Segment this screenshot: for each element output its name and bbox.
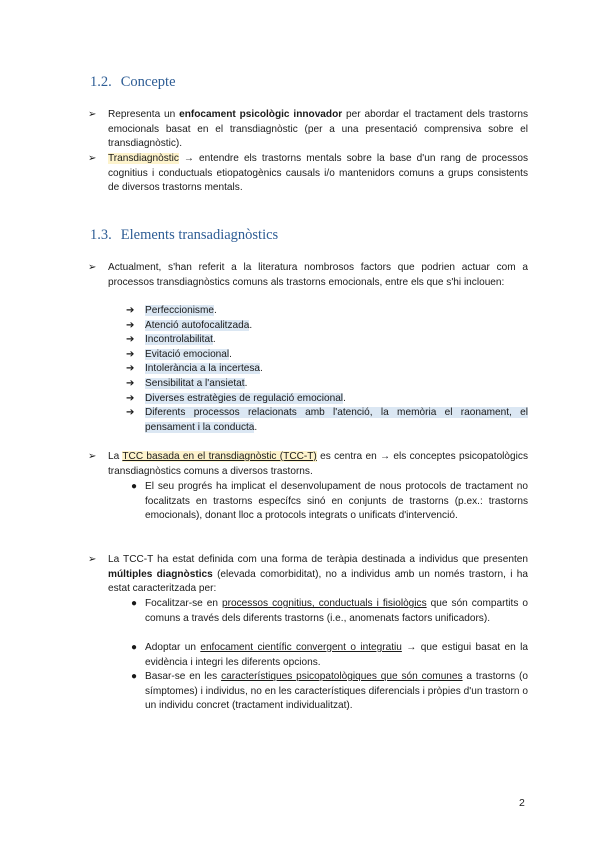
factor-item: ➔ Diverses estratègies de regulació emocional. (145, 392, 528, 407)
arrowhead-bullet-icon: ➢ (88, 109, 97, 120)
bullet-dot-icon: ● (131, 598, 138, 609)
list-item: ➢ La TCC basada en el transdiagnòstic (TCC-T) es centra en → els conceptes psicopatològics transdiagnòstics comuns a diversos trastorns. (88, 451, 528, 477)
arrowhead-bullet-icon: ➢ (88, 554, 97, 565)
arrow-bullet-icon: ➔ (126, 407, 135, 419)
sub-list-item: ● Adoptar un enfocament científic convergent o integratiu → que estigui basat en la evidència i integri les diferents opcions. (131, 642, 528, 668)
highlighted-term: TCC basada en el transdiagnòstic (TCC-T) (122, 451, 317, 462)
sub-list-item: ● Focalitzar-se en processos cognitius, conductuals i fisiològics que són compartits o comuns a través dels diferents trastorns (i.e., anomenats factors unificadors). (131, 598, 528, 624)
factor-item: ➔ Perfeccionisme. (145, 304, 528, 319)
factor-item: ➔ Atenció autofocalitzada. (145, 319, 528, 334)
arrowhead-bullet-icon: ➢ (88, 451, 97, 462)
arrow-bullet-icon: ➔ (126, 392, 135, 404)
arrowhead-bullet-icon: ➢ (88, 153, 97, 164)
section-heading-1-3: 1.3. Elements transadiagnòstics (90, 227, 279, 243)
section-heading-1-2: 1.2. Concepte (90, 74, 176, 90)
page-number: 2 (519, 797, 525, 809)
factor-item: ➔ Sensibilitat a l'ansietat. (145, 377, 528, 392)
arrow-bullet-icon: ➔ (126, 378, 135, 389)
bullet-dot-icon: ● (131, 671, 138, 682)
arrow-bullet-icon: ➔ (126, 334, 135, 346)
factor-item: ➔ Evitació emocional. (145, 348, 528, 363)
list-item: ➢ Actualment, s'han referit a la literatura nombrosos factors que podrien actuar com a processos transdiagnòstics comuns als trastorns emocionals, entre els que s'hi inclouen: (88, 262, 528, 288)
arrow-bullet-icon: ➔ (126, 319, 135, 331)
arrowhead-bullet-icon: ➢ (88, 262, 97, 273)
arrow-bullet-icon: ➔ (126, 348, 135, 360)
sub-list-item: ● El seu progrés ha implicat el desenvolupament de nous protocols de tractament no focalitzats en trastorns específcs sinó en conjunts de trastorns (p.ex.: trastorns emocionals), donant lloc a protocols integrats o unificats d'intervenció. (131, 481, 528, 522)
bold-term: enfocament psicològic innovador (179, 109, 343, 120)
list-item: ➢ Transdiagnòstic → entendre els trastorns mentals sobre la base d'un rang de processos cognitius i conductuals etiopatogènics causals i/o mantenidors comuns a grups consistents de diversos trastorns mentals. (88, 153, 528, 194)
list-item: ➢ La TCC-T ha estat definida com una forma de teràpia destinada a individus que presenten múltiples diagnòstics (elevada comorbiditat), no a individus amb un només trastorn, i ha estat caracteritzada per: (88, 554, 529, 595)
bullet-dot-icon: ● (131, 481, 138, 492)
list-item: ➢ Representa un enfocament psicològic innovador per abordar el tractament dels trastorns emocionals basat en el transdiagnòstic (per a una presentació comprensiva sobre el transdiagnòstic). (88, 109, 528, 150)
highlighted-term: Transdiagnòstic (108, 153, 179, 164)
factor-item: ➔ Incontrolabilitat. (145, 333, 528, 348)
arrow-bullet-icon: ➔ (126, 363, 135, 375)
arrow-bullet-icon: ➔ (126, 305, 135, 316)
factor-item: ➔ Intolerància a la incertesa. (145, 362, 528, 377)
factor-item: ➔ Diferents processos relacionats amb l'atenció, la memòria el raonament, el pensament i la conducta. (126, 407, 528, 433)
bullet-dot-icon: ● (131, 642, 138, 653)
sub-list-item: ● Basar-se en les característiques psicopatològiques que són comunes a trastorns (o símptomes) i individus, no en les característiques diferencials i pròpies d'un trastorn o un individu concret (tractament individualitzat). (131, 671, 528, 712)
bold-term: múltiples diagnòstics (108, 568, 213, 580)
